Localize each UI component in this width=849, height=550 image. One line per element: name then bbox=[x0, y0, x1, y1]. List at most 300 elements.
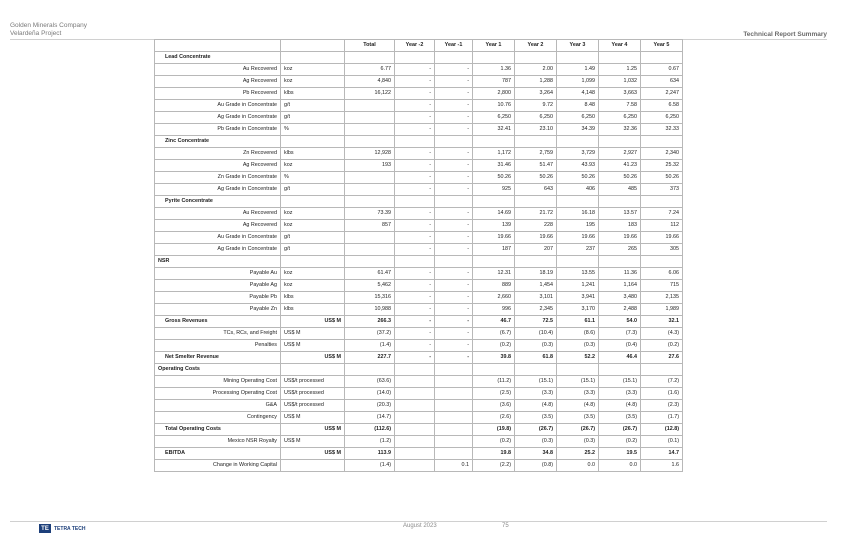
value-cell: (4.3) bbox=[641, 328, 683, 340]
value-cell: (11.2) bbox=[473, 376, 515, 388]
value-cell: - bbox=[395, 232, 435, 244]
value-cell: (0.1) bbox=[641, 436, 683, 448]
column-header: Year -1 bbox=[435, 40, 473, 52]
value-cell bbox=[641, 256, 683, 268]
value-cell: 10.76 bbox=[473, 100, 515, 112]
value-cell: 34.39 bbox=[557, 124, 599, 136]
value-cell: - bbox=[435, 220, 473, 232]
value-cell: 113.9 bbox=[345, 448, 395, 460]
value-cell: - bbox=[395, 148, 435, 160]
value-cell: 485 bbox=[599, 184, 641, 196]
value-cell: - bbox=[435, 172, 473, 184]
value-cell: (10.4) bbox=[515, 328, 557, 340]
row-unit: US$/t processed bbox=[281, 388, 345, 400]
value-cell: 16,122 bbox=[345, 88, 395, 100]
value-cell bbox=[473, 136, 515, 148]
value-cell: - bbox=[435, 232, 473, 244]
row-label: EBITDA bbox=[155, 448, 281, 460]
row-label: Change in Working Capital bbox=[155, 460, 281, 472]
row-unit bbox=[281, 460, 345, 472]
value-cell: 19.66 bbox=[641, 232, 683, 244]
value-cell: (15.1) bbox=[515, 376, 557, 388]
value-cell bbox=[345, 244, 395, 256]
value-cell: 187 bbox=[473, 244, 515, 256]
value-cell: 61.47 bbox=[345, 268, 395, 280]
total-row bbox=[155, 352, 683, 364]
value-cell bbox=[395, 448, 435, 460]
value-cell: 61.1 bbox=[557, 316, 599, 328]
value-cell: 1,099 bbox=[557, 76, 599, 88]
value-cell: 1,164 bbox=[599, 280, 641, 292]
value-cell: 889 bbox=[473, 280, 515, 292]
table-row bbox=[155, 280, 683, 292]
table-row bbox=[155, 220, 683, 232]
table-row bbox=[155, 436, 683, 448]
table-row bbox=[155, 340, 683, 352]
total-row bbox=[155, 448, 683, 460]
financial-table bbox=[154, 39, 683, 472]
value-cell: 406 bbox=[557, 184, 599, 196]
value-cell bbox=[435, 376, 473, 388]
value-cell: (2.3) bbox=[641, 400, 683, 412]
financial-table-body bbox=[155, 40, 683, 472]
value-cell: 3,663 bbox=[599, 88, 641, 100]
value-cell: 25.2 bbox=[557, 448, 599, 460]
value-cell: - bbox=[435, 112, 473, 124]
table-row bbox=[155, 88, 683, 100]
value-cell: - bbox=[395, 292, 435, 304]
value-cell: 16.18 bbox=[557, 208, 599, 220]
column-header: Year 5 bbox=[641, 40, 683, 52]
value-cell: 32.36 bbox=[599, 124, 641, 136]
value-cell bbox=[435, 256, 473, 268]
value-cell bbox=[473, 364, 515, 376]
value-cell: 14.7 bbox=[641, 448, 683, 460]
section-row bbox=[155, 136, 683, 148]
row-label: Pb Grade in Concentrate bbox=[155, 124, 281, 136]
row-unit: US$ M bbox=[281, 436, 345, 448]
value-cell: 1,241 bbox=[557, 280, 599, 292]
value-cell bbox=[435, 412, 473, 424]
value-cell: - bbox=[395, 316, 435, 328]
logo-mark-icon: TE bbox=[39, 524, 51, 533]
value-cell: 2,340 bbox=[641, 148, 683, 160]
row-label: Total Operating Costs bbox=[155, 424, 281, 436]
value-cell: (0.3) bbox=[515, 436, 557, 448]
value-cell bbox=[345, 100, 395, 112]
value-cell bbox=[435, 436, 473, 448]
company-name: Golden Minerals Company bbox=[10, 22, 87, 29]
table-row bbox=[155, 172, 683, 184]
value-cell bbox=[641, 196, 683, 208]
section-row bbox=[155, 364, 683, 376]
value-cell: 14.69 bbox=[473, 208, 515, 220]
row-unit: g/t bbox=[281, 184, 345, 196]
value-cell bbox=[557, 52, 599, 64]
value-cell: - bbox=[435, 184, 473, 196]
value-cell: (0.2) bbox=[473, 340, 515, 352]
row-label: Ag Grade in Concentrate bbox=[155, 184, 281, 196]
value-cell: (15.1) bbox=[557, 376, 599, 388]
table-row bbox=[155, 400, 683, 412]
table-row bbox=[155, 232, 683, 244]
value-cell: 19.66 bbox=[599, 232, 641, 244]
row-label: Processing Operating Cost bbox=[155, 388, 281, 400]
table-row bbox=[155, 148, 683, 160]
row-label: Au Grade in Concentrate bbox=[155, 232, 281, 244]
row-unit: klbs bbox=[281, 304, 345, 316]
value-cell bbox=[435, 400, 473, 412]
value-cell: 50.26 bbox=[473, 172, 515, 184]
value-cell: 32.41 bbox=[473, 124, 515, 136]
value-cell: - bbox=[395, 244, 435, 256]
row-unit: g/t bbox=[281, 112, 345, 124]
value-cell: (26.7) bbox=[557, 424, 599, 436]
value-cell: - bbox=[435, 124, 473, 136]
value-cell: 4,148 bbox=[557, 88, 599, 100]
row-unit: US$ M bbox=[281, 340, 345, 352]
row-unit: g/t bbox=[281, 100, 345, 112]
table-row bbox=[155, 460, 683, 472]
value-cell: 19.66 bbox=[515, 232, 557, 244]
row-unit: US$ M bbox=[281, 424, 345, 436]
value-cell: 13.57 bbox=[599, 208, 641, 220]
value-cell: - bbox=[395, 208, 435, 220]
value-cell bbox=[599, 196, 641, 208]
value-cell: - bbox=[395, 328, 435, 340]
value-cell: 266.3 bbox=[345, 316, 395, 328]
value-cell: 183 bbox=[599, 220, 641, 232]
value-cell bbox=[345, 364, 395, 376]
value-cell: 305 bbox=[641, 244, 683, 256]
value-cell: (2.5) bbox=[473, 388, 515, 400]
value-cell: - bbox=[395, 88, 435, 100]
value-cell bbox=[473, 196, 515, 208]
value-cell bbox=[515, 136, 557, 148]
total-row bbox=[155, 316, 683, 328]
value-cell: (3.5) bbox=[557, 412, 599, 424]
table-row bbox=[155, 64, 683, 76]
value-cell: 50.26 bbox=[515, 172, 557, 184]
value-cell: 31.46 bbox=[473, 160, 515, 172]
value-cell: - bbox=[435, 328, 473, 340]
value-cell: 996 bbox=[473, 304, 515, 316]
value-cell: - bbox=[395, 340, 435, 352]
value-cell bbox=[345, 52, 395, 64]
row-label: Ag Recovered bbox=[155, 76, 281, 88]
value-cell: 1.25 bbox=[599, 64, 641, 76]
value-cell bbox=[599, 136, 641, 148]
value-cell: 1,288 bbox=[515, 76, 557, 88]
value-cell bbox=[345, 172, 395, 184]
value-cell: - bbox=[395, 220, 435, 232]
row-label: TCs, RCs, and Freight bbox=[155, 328, 281, 340]
value-cell bbox=[435, 448, 473, 460]
value-cell: 925 bbox=[473, 184, 515, 196]
value-cell: - bbox=[435, 292, 473, 304]
value-cell: - bbox=[395, 64, 435, 76]
value-cell: 2,927 bbox=[599, 148, 641, 160]
value-cell: 19.8 bbox=[473, 448, 515, 460]
value-cell: (19.8) bbox=[473, 424, 515, 436]
value-cell: - bbox=[395, 268, 435, 280]
value-cell: 7.58 bbox=[599, 100, 641, 112]
table-row bbox=[155, 268, 683, 280]
value-cell: 27.6 bbox=[641, 352, 683, 364]
column-header: Year 3 bbox=[557, 40, 599, 52]
row-label: Payable Ag bbox=[155, 280, 281, 292]
value-cell: 207 bbox=[515, 244, 557, 256]
value-cell: - bbox=[395, 184, 435, 196]
value-cell: (3.5) bbox=[599, 412, 641, 424]
table-row bbox=[155, 184, 683, 196]
value-cell: (4.8) bbox=[599, 400, 641, 412]
value-cell bbox=[435, 388, 473, 400]
column-header: Year 2 bbox=[515, 40, 557, 52]
value-cell: 72.5 bbox=[515, 316, 557, 328]
value-cell: 7.24 bbox=[641, 208, 683, 220]
table-row bbox=[155, 412, 683, 424]
value-cell: 12,928 bbox=[345, 148, 395, 160]
value-cell: (4.8) bbox=[515, 400, 557, 412]
logo-text: TETRA TECH bbox=[54, 525, 86, 532]
value-cell bbox=[435, 196, 473, 208]
row-unit: US$/t processed bbox=[281, 400, 345, 412]
row-unit: g/t bbox=[281, 244, 345, 256]
value-cell: 1,172 bbox=[473, 148, 515, 160]
table-row bbox=[155, 244, 683, 256]
value-cell: - bbox=[435, 268, 473, 280]
value-cell bbox=[557, 196, 599, 208]
column-header: Total bbox=[345, 40, 395, 52]
value-cell bbox=[395, 136, 435, 148]
row-unit: klbs bbox=[281, 88, 345, 100]
value-cell: 12.31 bbox=[473, 268, 515, 280]
value-cell: 6,250 bbox=[473, 112, 515, 124]
row-label: Payable Zn bbox=[155, 304, 281, 316]
value-cell: - bbox=[395, 280, 435, 292]
value-cell: (3.3) bbox=[557, 388, 599, 400]
row-unit: koz bbox=[281, 208, 345, 220]
value-cell: 3,101 bbox=[515, 292, 557, 304]
project-name: Velardeña Project bbox=[10, 30, 62, 37]
row-label: Ag Grade in Concentrate bbox=[155, 244, 281, 256]
value-cell: 50.26 bbox=[599, 172, 641, 184]
value-cell bbox=[599, 364, 641, 376]
value-cell: 3,941 bbox=[557, 292, 599, 304]
value-cell: 19.66 bbox=[473, 232, 515, 244]
value-cell: - bbox=[395, 304, 435, 316]
value-cell: 6,250 bbox=[557, 112, 599, 124]
row-label: Au Recovered bbox=[155, 208, 281, 220]
column-header: Year 4 bbox=[599, 40, 641, 52]
column-header bbox=[281, 40, 345, 52]
table-header-row bbox=[155, 40, 683, 52]
value-cell: 25.32 bbox=[641, 160, 683, 172]
value-cell bbox=[435, 364, 473, 376]
value-cell: - bbox=[435, 64, 473, 76]
value-cell: 52.2 bbox=[557, 352, 599, 364]
value-cell: (15.1) bbox=[599, 376, 641, 388]
value-cell: 46.7 bbox=[473, 316, 515, 328]
row-unit: koz bbox=[281, 220, 345, 232]
column-header: Year 1 bbox=[473, 40, 515, 52]
value-cell: (2.2) bbox=[473, 460, 515, 472]
row-unit bbox=[281, 52, 345, 64]
value-cell bbox=[515, 52, 557, 64]
value-cell: - bbox=[435, 316, 473, 328]
value-cell: - bbox=[395, 160, 435, 172]
footer-divider bbox=[10, 521, 827, 522]
row-label: Payable Au bbox=[155, 268, 281, 280]
value-cell: (0.8) bbox=[515, 460, 557, 472]
value-cell: 227.7 bbox=[345, 352, 395, 364]
table-row bbox=[155, 388, 683, 400]
value-cell: 50.26 bbox=[557, 172, 599, 184]
value-cell: (3.3) bbox=[515, 388, 557, 400]
footer-date: August 2023 bbox=[403, 523, 437, 529]
row-label: Pb Recovered bbox=[155, 88, 281, 100]
value-cell bbox=[473, 256, 515, 268]
value-cell: 13.55 bbox=[557, 268, 599, 280]
value-cell bbox=[515, 364, 557, 376]
value-cell: - bbox=[435, 280, 473, 292]
value-cell: 1.36 bbox=[473, 64, 515, 76]
value-cell bbox=[473, 52, 515, 64]
value-cell: 2,660 bbox=[473, 292, 515, 304]
row-unit: US$ M bbox=[281, 316, 345, 328]
value-cell: 50.26 bbox=[641, 172, 683, 184]
value-cell: 61.8 bbox=[515, 352, 557, 364]
value-cell: (37.2) bbox=[345, 328, 395, 340]
value-cell: 34.8 bbox=[515, 448, 557, 460]
value-cell: 2,247 bbox=[641, 88, 683, 100]
value-cell: - bbox=[395, 352, 435, 364]
value-cell: 2,345 bbox=[515, 304, 557, 316]
value-cell bbox=[395, 364, 435, 376]
value-cell bbox=[395, 376, 435, 388]
value-cell bbox=[395, 424, 435, 436]
value-cell: 19.5 bbox=[599, 448, 641, 460]
value-cell: (112.6) bbox=[345, 424, 395, 436]
value-cell bbox=[599, 52, 641, 64]
row-unit: g/t bbox=[281, 232, 345, 244]
value-cell: 32.33 bbox=[641, 124, 683, 136]
value-cell: 10,988 bbox=[345, 304, 395, 316]
value-cell: 6.77 bbox=[345, 64, 395, 76]
value-cell: (1.4) bbox=[345, 460, 395, 472]
table-row bbox=[155, 76, 683, 88]
row-label: Operating Costs bbox=[155, 364, 281, 376]
value-cell bbox=[599, 256, 641, 268]
section-row bbox=[155, 196, 683, 208]
value-cell: - bbox=[435, 100, 473, 112]
row-label: Pyrite Concentrate bbox=[155, 196, 281, 208]
value-cell: (6.7) bbox=[473, 328, 515, 340]
value-cell: 2,488 bbox=[599, 304, 641, 316]
value-cell bbox=[641, 364, 683, 376]
value-cell: (0.2) bbox=[473, 436, 515, 448]
value-cell bbox=[557, 256, 599, 268]
value-cell: (3.3) bbox=[599, 388, 641, 400]
row-unit: klbs bbox=[281, 292, 345, 304]
value-cell: 228 bbox=[515, 220, 557, 232]
value-cell: 18.19 bbox=[515, 268, 557, 280]
value-cell bbox=[557, 364, 599, 376]
value-cell: 0.1 bbox=[435, 460, 473, 472]
value-cell: - bbox=[395, 76, 435, 88]
value-cell: 43.93 bbox=[557, 160, 599, 172]
value-cell: 19.66 bbox=[557, 232, 599, 244]
value-cell bbox=[345, 256, 395, 268]
value-cell bbox=[557, 136, 599, 148]
value-cell bbox=[345, 184, 395, 196]
value-cell bbox=[345, 196, 395, 208]
value-cell: 32.1 bbox=[641, 316, 683, 328]
value-cell: 265 bbox=[599, 244, 641, 256]
row-unit: koz bbox=[281, 268, 345, 280]
value-cell: 8.48 bbox=[557, 100, 599, 112]
value-cell: (1.2) bbox=[345, 436, 395, 448]
value-cell bbox=[395, 412, 435, 424]
row-unit: klbs bbox=[281, 148, 345, 160]
table-row bbox=[155, 328, 683, 340]
row-label: Contingency bbox=[155, 412, 281, 424]
value-cell: (20.3) bbox=[345, 400, 395, 412]
value-cell bbox=[345, 232, 395, 244]
value-cell: 6,250 bbox=[641, 112, 683, 124]
value-cell bbox=[395, 460, 435, 472]
value-cell: 715 bbox=[641, 280, 683, 292]
value-cell: - bbox=[435, 160, 473, 172]
section-row bbox=[155, 256, 683, 268]
row-label: Net Smelter Revenue bbox=[155, 352, 281, 364]
value-cell: (12.8) bbox=[641, 424, 683, 436]
value-cell: 23.10 bbox=[515, 124, 557, 136]
value-cell: 6,250 bbox=[515, 112, 557, 124]
row-unit bbox=[281, 136, 345, 148]
value-cell: (7.3) bbox=[599, 328, 641, 340]
value-cell bbox=[435, 52, 473, 64]
value-cell: 1,989 bbox=[641, 304, 683, 316]
value-cell: 54.0 bbox=[599, 316, 641, 328]
value-cell bbox=[395, 436, 435, 448]
value-cell: 46.4 bbox=[599, 352, 641, 364]
value-cell: 112 bbox=[641, 220, 683, 232]
value-cell: 41.23 bbox=[599, 160, 641, 172]
value-cell: (14.0) bbox=[345, 388, 395, 400]
value-cell bbox=[395, 256, 435, 268]
value-cell: 787 bbox=[473, 76, 515, 88]
value-cell: 1,454 bbox=[515, 280, 557, 292]
value-cell: 237 bbox=[557, 244, 599, 256]
row-label: Au Recovered bbox=[155, 64, 281, 76]
value-cell bbox=[641, 136, 683, 148]
row-label: Ag Recovered bbox=[155, 220, 281, 232]
row-label: G&A bbox=[155, 400, 281, 412]
value-cell: 643 bbox=[515, 184, 557, 196]
table-row bbox=[155, 304, 683, 316]
value-cell: - bbox=[435, 208, 473, 220]
column-header bbox=[155, 40, 281, 52]
document-title: Technical Report Summary bbox=[743, 31, 827, 38]
row-unit: koz bbox=[281, 160, 345, 172]
value-cell bbox=[435, 424, 473, 436]
table-row bbox=[155, 100, 683, 112]
value-cell: 2,800 bbox=[473, 88, 515, 100]
value-cell: 9.72 bbox=[515, 100, 557, 112]
value-cell: 195 bbox=[557, 220, 599, 232]
